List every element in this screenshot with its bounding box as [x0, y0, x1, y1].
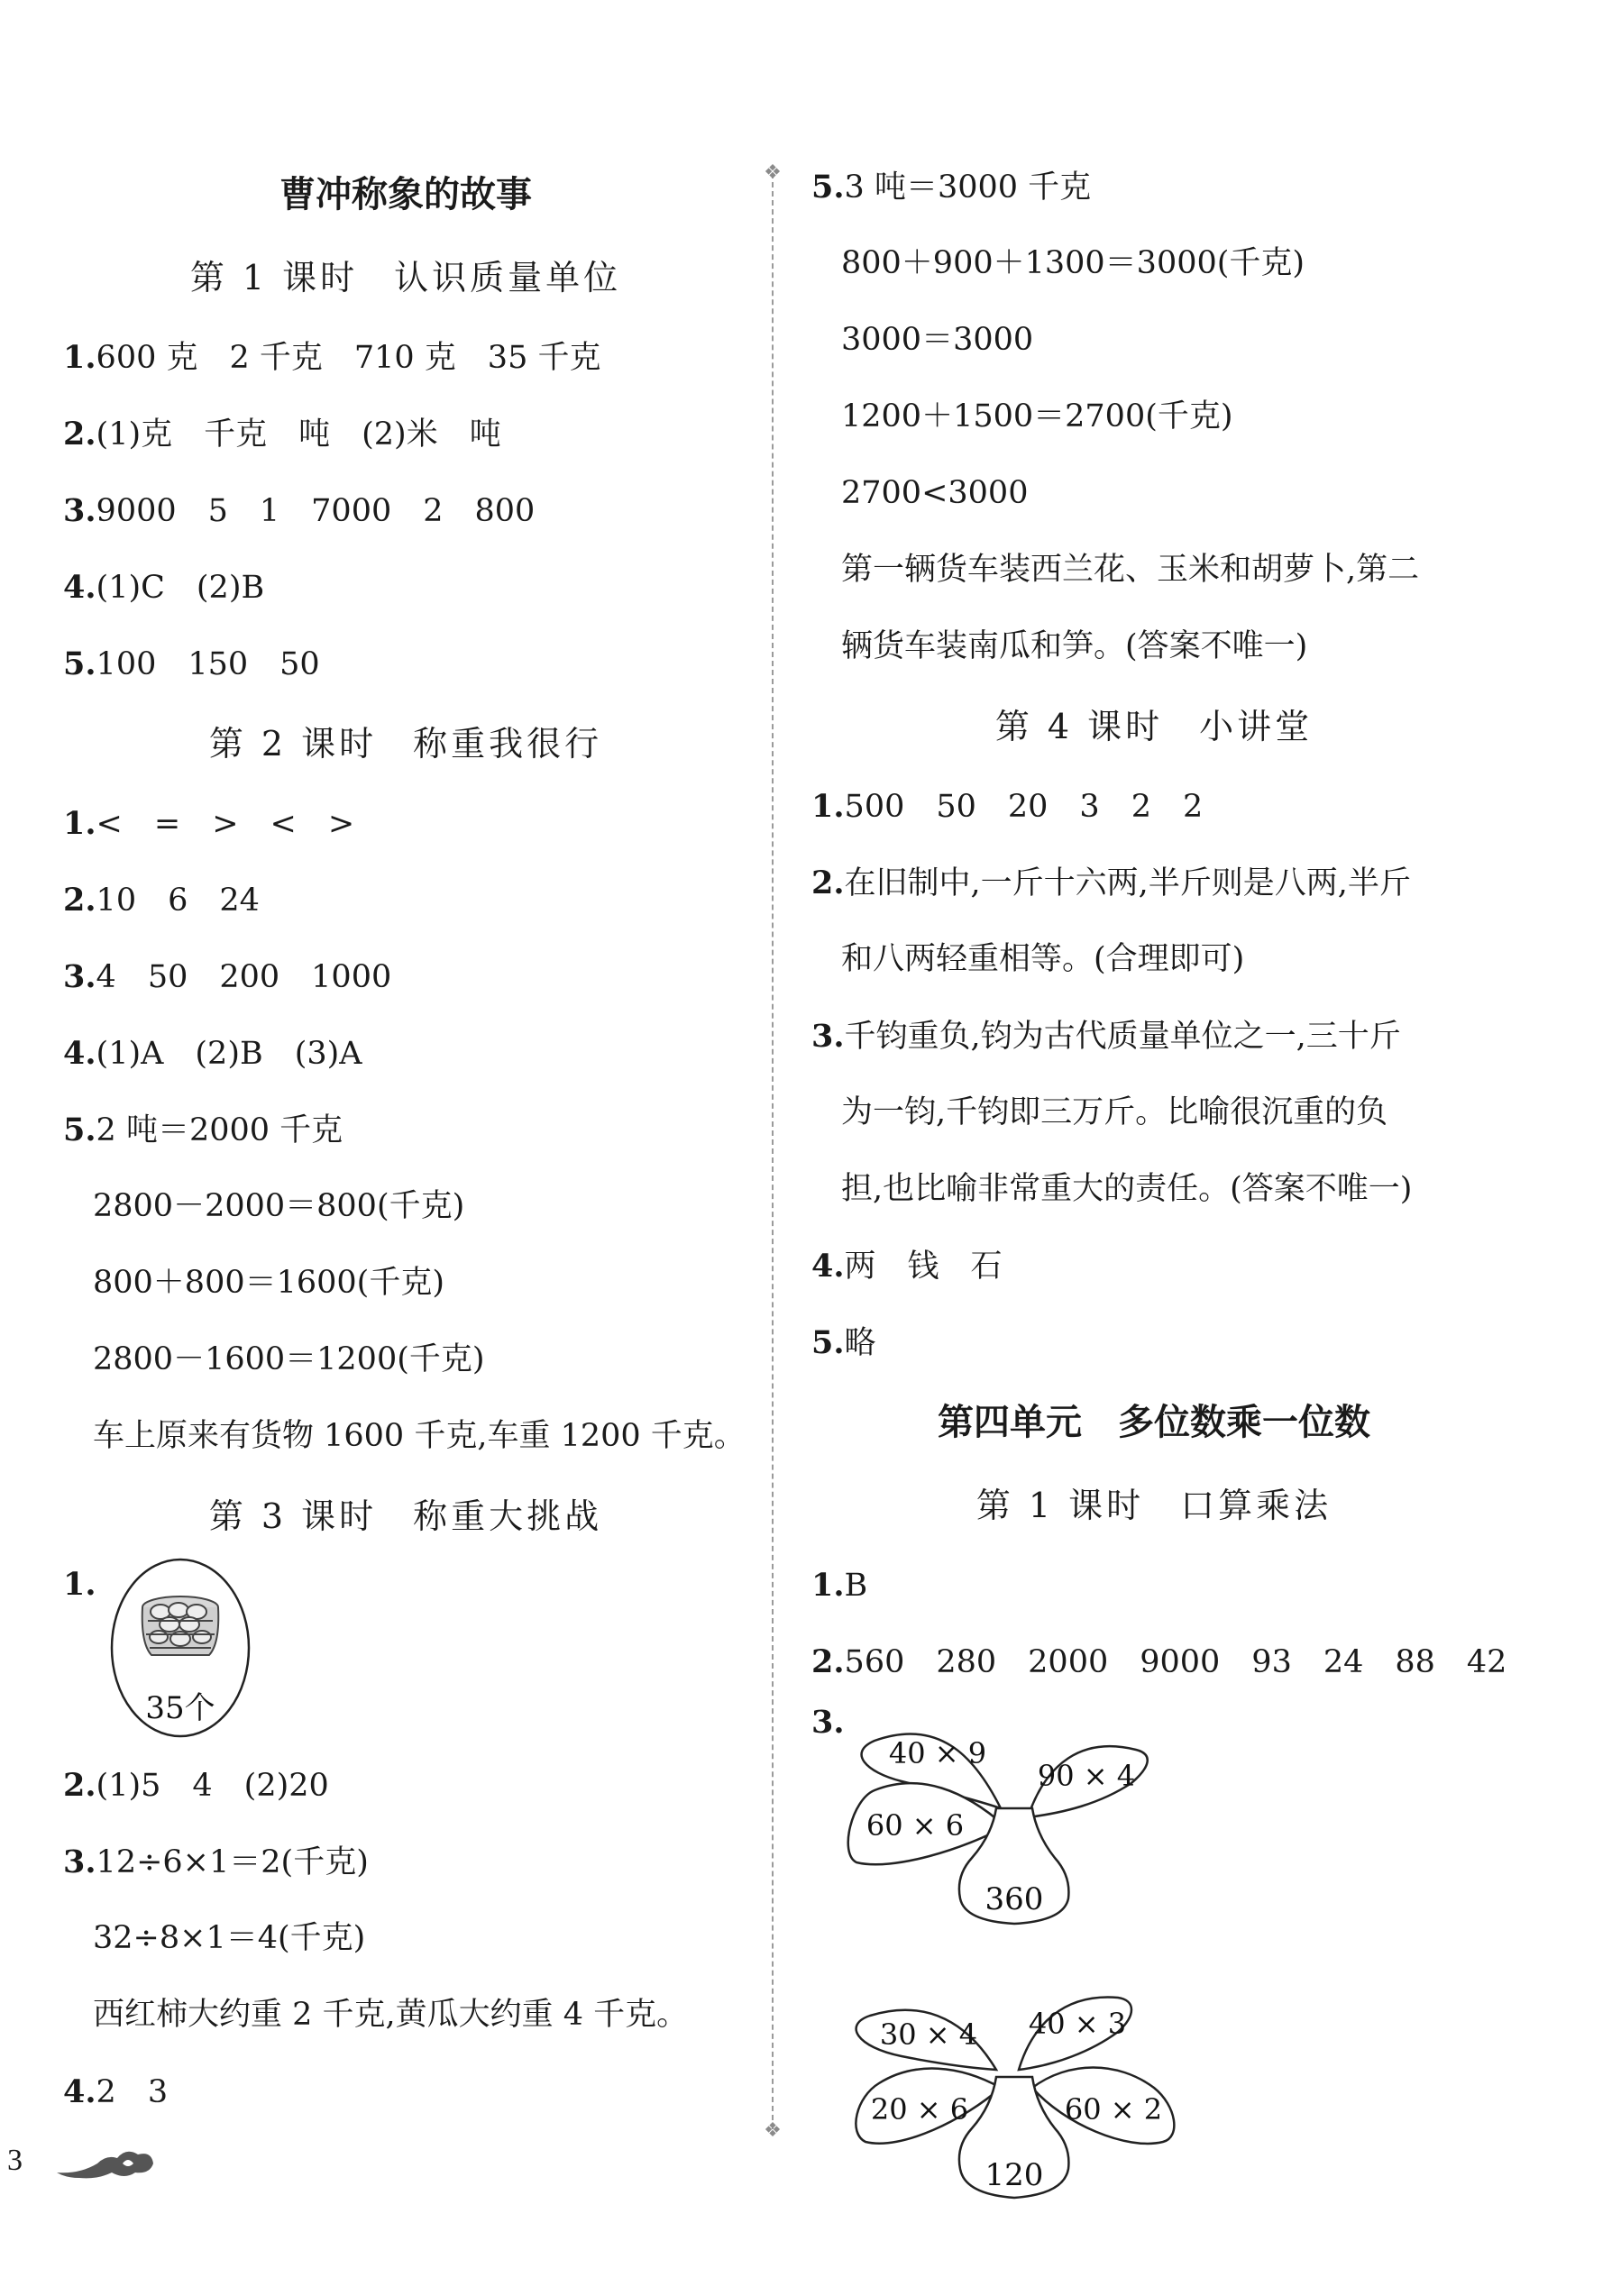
answer-line: 4.2 3 [63, 2073, 169, 2110]
left-column [63, 153, 748, 2130]
work-step: 3000＝3000 [841, 322, 1034, 358]
leaf-vase-illustration [838, 1971, 1217, 2223]
question-number: 1. [63, 1566, 96, 1603]
answer-line: 4.(1)A (2)B (3)A [63, 1035, 362, 1072]
answer-line: 3.4 50 200 1000 [63, 958, 392, 995]
leaf-expression: 30 × 4 [879, 2017, 978, 2052]
leaf-expression: 90 × 4 [1037, 1759, 1136, 1793]
divider-knot-icon: ❖ [764, 2119, 782, 2142]
basket-illustration [90, 1558, 270, 1747]
answer-line: 3.千钧重负,钧为古代质量单位之一,三十斤 [811, 1018, 1401, 1055]
answer-line: 2.(1)5 4 (2)20 [63, 1767, 329, 1804]
lesson-title-4: 第 4 课时 小讲堂 [994, 707, 1314, 746]
leaf-expression: 40 × 9 [888, 1736, 987, 1770]
lesson-title-3: 第 3 课时 称重大挑战 [208, 1496, 603, 1536]
answer-line: 1.500 50 20 3 2 2 [811, 788, 1204, 825]
basket-count-label: 35个 [145, 1690, 215, 1726]
leaf-expression: 20 × 6 [870, 2092, 969, 2127]
work-step: 1200＋1500＝2700(千克) [841, 398, 1233, 435]
leaf-vase-illustration [838, 1700, 1217, 1944]
answer-line: 2.(1)克 千克 吨 (2)米 吨 [63, 416, 501, 453]
leaf-expression: 60 × 2 [1064, 2092, 1163, 2127]
question-number: 3. [811, 1704, 845, 1741]
unit4-title: 第四单元 多位数乘一位数 [938, 1402, 1370, 1443]
answer-line: 4.(1)C (2)B [63, 569, 265, 606]
work-step: 第一辆货车装西兰花、玉米和胡萝卜,第二 [841, 552, 1420, 588]
answer-line: 5.100 150 50 [63, 645, 320, 682]
answer-line: 1.< = > < > [63, 805, 355, 842]
leaf-expression: 40 × 3 [1028, 2007, 1127, 2041]
work-step: 800＋900＋1300＝3000(千克) [841, 245, 1305, 281]
work-step: 2700<3000 [841, 475, 1029, 511]
answer-line: 3.12÷6×1＝2(千克) [63, 1843, 369, 1880]
work-step: 西红柿大约重 2 千克,黄瓜大约重 4 千克。 [93, 1997, 689, 2033]
answer-line: 1.600 克 2 千克 710 克 35 千克 [63, 339, 601, 376]
leaf-vase-figure-1 [811, 1700, 1497, 1971]
divider-knot-icon: ❖ [764, 161, 782, 184]
work-step: 2800－1600＝1200(千克) [93, 1341, 485, 1377]
work-step: 2800－2000＝800(千克) [93, 1188, 465, 1224]
work-step: 800＋800＝1600(千克) [93, 1265, 444, 1301]
leaf-vase-figure-2 [811, 1971, 1497, 2241]
answer-line: 1.B [811, 1567, 868, 1604]
vase-value: 360 [985, 1881, 1044, 1917]
lesson-title-1: 第 1 课时 认识质量单位 [189, 258, 622, 297]
page-number: 3 [7, 2144, 23, 2177]
leaf-expression: 60 × 6 [865, 1808, 965, 1843]
right-column [811, 149, 1507, 2241]
unit-title: 曹冲称象的故事 [279, 174, 532, 215]
answer-line: 5.3 吨＝3000 千克 [811, 169, 1092, 206]
lesson-title-2: 第 2 课时 称重我很行 [208, 724, 603, 764]
basket-icon [142, 1596, 219, 1655]
cloud-ornament-icon [52, 2138, 160, 2183]
work-step: 32÷8×1＝4(千克) [93, 1920, 366, 1956]
answer-line: 5.2 吨＝2000 千克 [63, 1111, 343, 1148]
column-divider [772, 173, 774, 2129]
work-step: 辆货车装南瓜和笋。(答案不唯一) [841, 628, 1308, 664]
unit4-lesson-title-1: 第 1 课时 口算乘法 [975, 1486, 1333, 1525]
answer-continuation: 担,也比喻非常重大的责任。(答案不唯一) [841, 1171, 1413, 1207]
basket-figure [63, 1558, 748, 1747]
answer-continuation: 为一钧,千钧即三万斤。比喻很沉重的负 [841, 1094, 1388, 1130]
answer-line: 4.两 钱 石 [811, 1248, 1003, 1285]
answer-line: 3.9000 5 1 7000 2 800 [63, 492, 536, 529]
answer-line: 5.略 [811, 1324, 876, 1361]
work-step: 车上原来有货物 1600 千克,车重 1200 千克。 [93, 1418, 746, 1454]
answer-line: 2.10 6 24 [63, 882, 260, 919]
answer-continuation: 和八两轻重相等。(合理即可) [841, 941, 1245, 977]
vase-value: 120 [985, 2157, 1044, 2193]
answer-line: 2.560 280 2000 9000 93 24 88 42 [811, 1643, 1507, 1680]
answer-line: 2.在旧制中,一斤十六两,半斤则是八两,半斤 [811, 864, 1411, 901]
